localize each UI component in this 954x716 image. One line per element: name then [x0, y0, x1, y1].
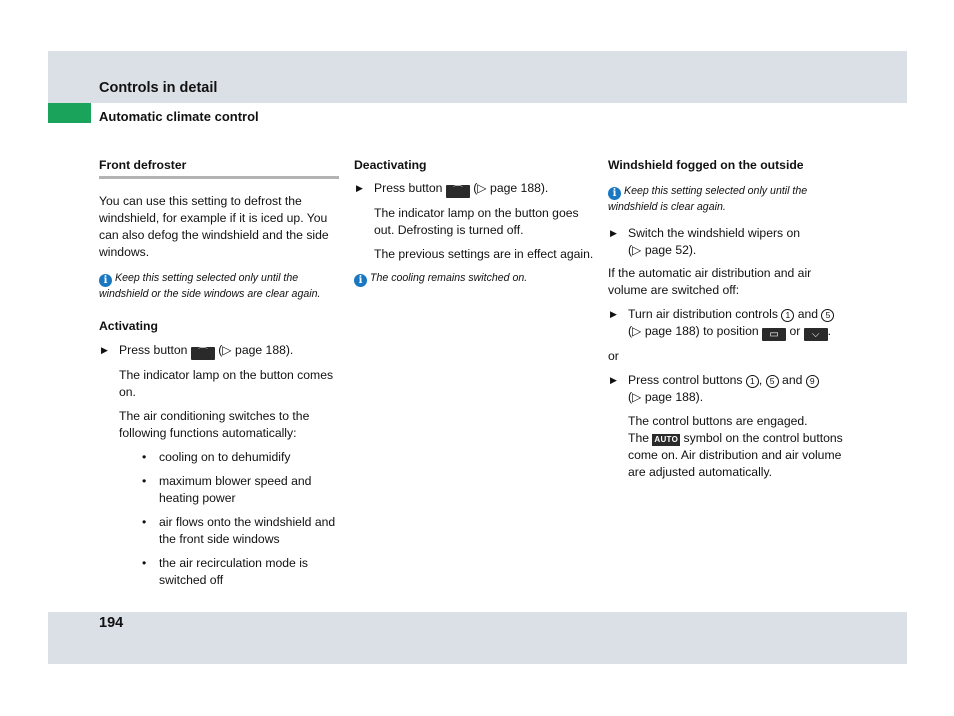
control-number-5: 5 [766, 375, 779, 388]
step-press-control-buttons: ▶ Press control buttons 1 , 5 and 9 (▷ page 188). [608, 372, 853, 406]
info-icon: i [354, 274, 367, 287]
windshield-fogged-heading: Windshield fogged on the outside [608, 158, 804, 172]
info-note: i Keep this setting selected only until the windshield is clear again. [608, 185, 808, 213]
column-front-defroster [99, 157, 339, 589]
control-number-1: 1 [746, 375, 759, 388]
footer-band [48, 612, 907, 664]
bullet-item: • maximum blower speed and heating power [142, 474, 312, 505]
intro-paragraph: You can use this setting to defrost the windshield, for example if it is iced up. You can also defog the windshield and the side windows. [99, 194, 329, 259]
engaged-text: The control buttons are engaged. The AUTO symbol on the control buttons come on. Air distribution and air volume are adjusted automatically. [628, 414, 843, 479]
step-press-button: ▶ Press button ⌒ (▷ page 188). [101, 343, 294, 359]
activating-heading: Activating [99, 319, 158, 333]
front-defroster-heading: Front defroster [99, 157, 339, 179]
ac-text: The air conditioning switches to the following functions automatically: [119, 409, 310, 440]
indicator-text: The indicator lamp on the button goes out. Defrosting is turned off. [374, 206, 579, 237]
subsection-title: Automatic climate control [99, 109, 259, 124]
auto-symbol-icon: AUTO [654, 435, 679, 444]
info-icon: i [608, 187, 621, 200]
column-windshield-fogged [608, 157, 853, 481]
section-title: Controls in detail [99, 80, 218, 96]
info-note: i Keep this setting selected only until the windshield or the side windows are clear again. [99, 272, 321, 300]
control-number-1: 1 [781, 309, 794, 322]
bullet-item: • air flows onto the windshield and the front side windows [142, 515, 336, 546]
air-off-text: If the automatic air distribution and air volume are switched off: [608, 266, 812, 297]
info-note: i The cooling remains switched on. [354, 271, 594, 287]
page-number: 194 [99, 615, 124, 631]
step-switch-wipers: ▶ Switch the windshield wipers on (▷ page 52). [610, 226, 801, 257]
step-press-button: ▶ Press button ⌒ (▷ page 188). [356, 181, 549, 197]
defrost-button-icon: ⌒ [446, 185, 470, 198]
control-number-9: 9 [806, 375, 819, 388]
step-arrow-icon: ▶ [610, 228, 617, 238]
deactivating-heading: Deactivating [354, 158, 427, 172]
step-arrow-icon: ▶ [610, 375, 617, 385]
bullet-item: • cooling on to dehumidify [142, 450, 291, 464]
step-arrow-icon: ▶ [610, 309, 617, 319]
defrost-button-icon: ⌒ [191, 347, 215, 360]
info-icon: i [99, 274, 112, 287]
step-turn-controls: ▶ Turn air distribution controls 1 and 5 (▷ page 188) to position ▭ or ⌵ . [608, 306, 853, 341]
position-windshield-icon: ▭ [762, 328, 786, 341]
indicator-text: The indicator lamp on the button comes on. [119, 368, 334, 399]
control-number-5: 5 [821, 309, 834, 322]
step-arrow-icon: ▶ [356, 183, 363, 193]
column-deactivating [354, 157, 594, 287]
or-text: or [608, 349, 619, 363]
bullet-item: • the air recirculation mode is switched off [142, 556, 309, 587]
step-arrow-icon: ▶ [101, 345, 108, 355]
section-tab-marker [48, 103, 91, 123]
position-defrost-icon: ⌵ [804, 328, 828, 341]
previous-settings-text: The previous settings are in effect again. [374, 247, 594, 261]
